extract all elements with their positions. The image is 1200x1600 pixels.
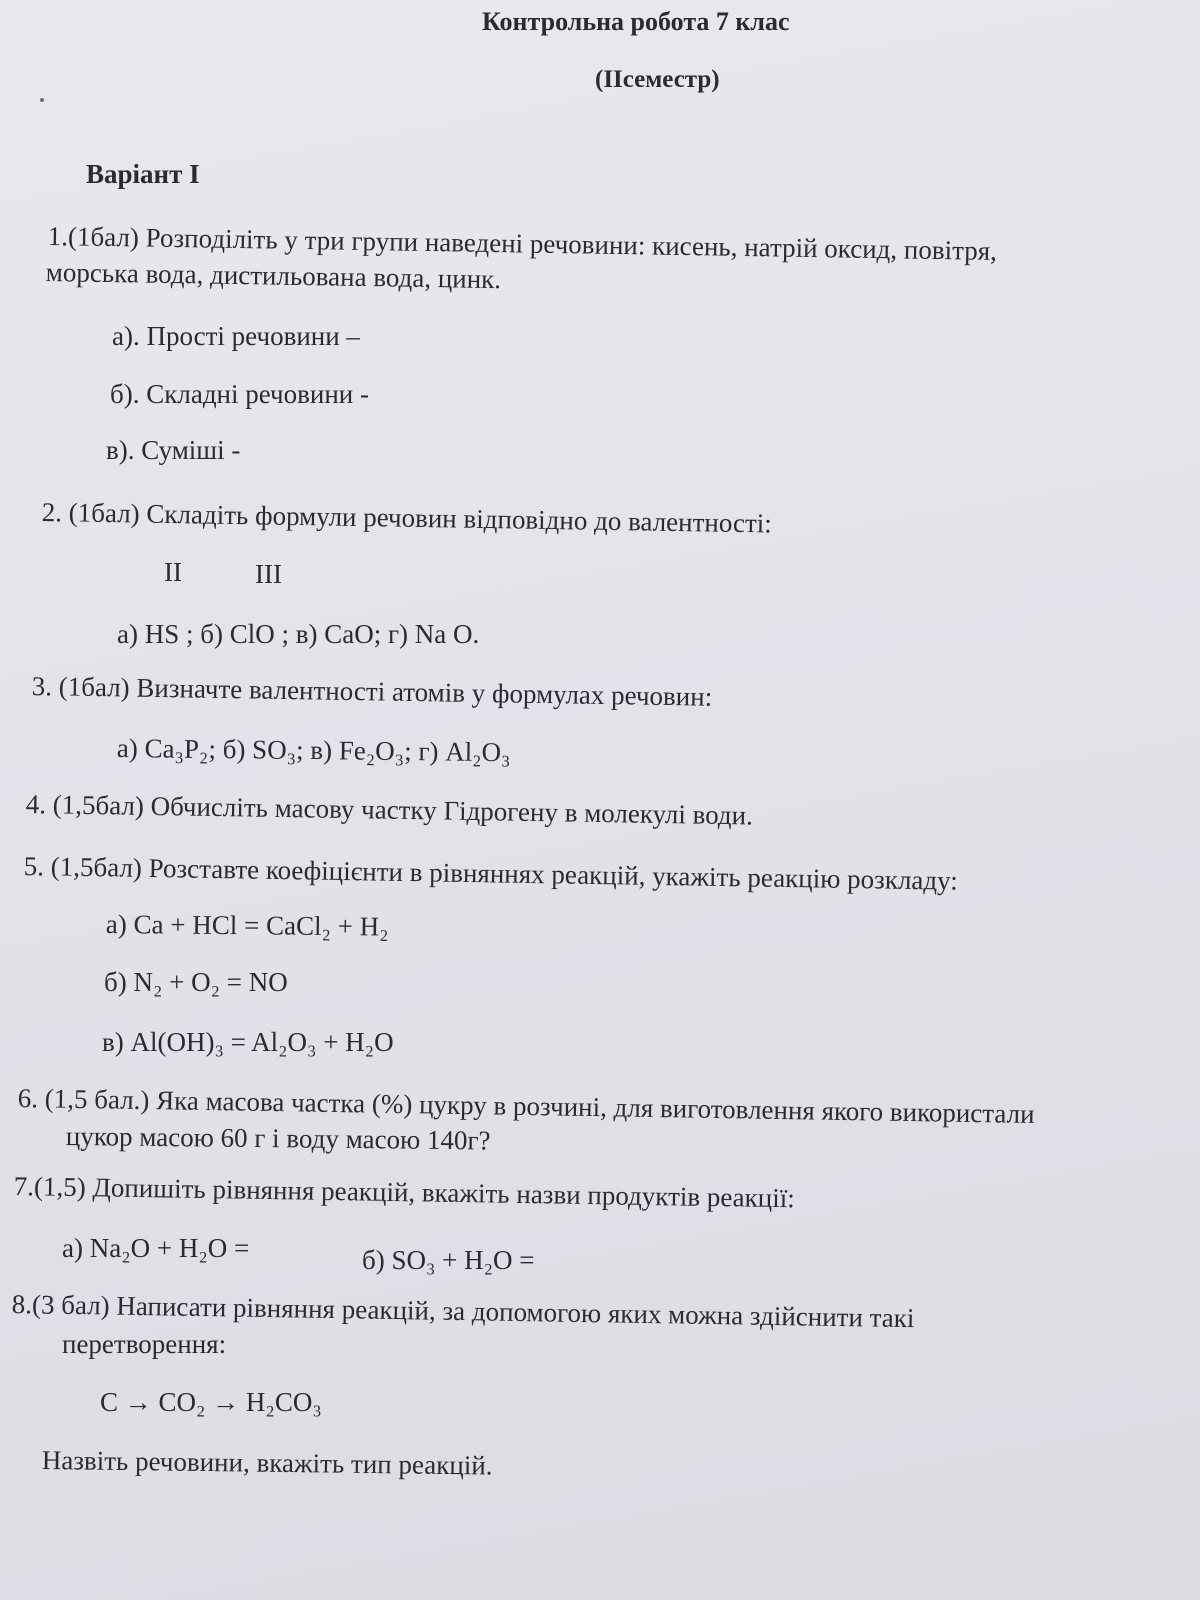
question-1-option-a: а). Прості речовини – <box>112 321 360 351</box>
separator: ; <box>295 734 311 766</box>
semester-label: (IIсеместр) <box>595 66 720 93</box>
question-6-line-2: цукор масою 60 г і воду масою 140г? <box>65 1121 491 1156</box>
question-7-equation-a: а) Na₂O + H₂O = <box>62 1233 250 1263</box>
question-8-line-1: 8.(3 бал) Написати рівняння реакцій, за допомогою яких можна здійснити такі <box>11 1289 915 1334</box>
question-6-line-1: 6. (1,5 бал.) Яка масова частка (%) цукру в розчині, для виготовлення якого використали <box>17 1083 1035 1129</box>
question-8-footer: Назвіть речовини, вкажіть тип реакцій. <box>41 1445 493 1481</box>
formula-ca3p2: а) Ca₃P₂ <box>116 733 209 764</box>
question-7-text: 7.(1,5) Допишіть рівняння реакцій, вкажіть назви продуктів реакції: <box>13 1171 795 1214</box>
question-3-text: 3. (1бал) Визначте валентності атомів у формулах речовин: <box>31 671 713 712</box>
question-1-line-2: морська вода, дистильована вода, цинк. <box>45 257 502 295</box>
valence-label-iii: III <box>255 559 282 589</box>
question-8-line-2: перетворення: <box>62 1329 227 1359</box>
question-4-text: 4. (1,5бал) Обчисліть масову частку Гідрогену в молекулі води. <box>25 789 754 831</box>
question-2-items: а) HS ; б) ClO ; в) CaO; г) Na O. <box>117 619 480 649</box>
question-1-line-1: 1.(1бал) Розподіліть у три групи наведені речовини: кисень, натрій оксид, повітря, <box>47 221 998 266</box>
formula-fe2o3: в) Fe₂O₃ <box>310 735 405 767</box>
transformation-chain: C → CO₂ → H₂CO₃ <box>100 1387 322 1417</box>
question-1-option-c: в). Суміші - <box>106 435 241 465</box>
page-title: Контрольна робота 7 клас <box>482 7 790 36</box>
valence-label-ii: II <box>164 557 182 587</box>
question-5-text: 5. (1,5бал) Розставте коефіцієнти в рівняннях реакцій, укажіть реакцію розкладу: <box>23 851 959 896</box>
paper-speck <box>40 98 44 102</box>
question-2-text: 2. (1бал) Складіть формули речовин відповідно до валентності: <box>41 497 773 539</box>
question-5-equation-a: а) Ca + HCl = CaCl₂ + H₂ <box>105 909 389 942</box>
separator: ; <box>208 733 223 765</box>
question-3-items <box>117 734 511 768</box>
formula-so3: б) SO₃ <box>222 734 297 765</box>
variant-heading: Варіант І <box>86 159 200 189</box>
question-5-equation-c: в) Al(OH)₃ = Al₂O₃ + H₂O <box>102 1027 394 1057</box>
question-1-option-b: б). Складні речовини - <box>110 379 369 409</box>
separator: ; <box>404 736 419 767</box>
question-7-equation-b: б) SO₃ + H₂O = <box>362 1245 535 1275</box>
formula-al2o3: г) Al₂O₃ <box>418 736 511 768</box>
question-5-equation-b: б) N₂ + O₂ = NO <box>104 967 288 997</box>
